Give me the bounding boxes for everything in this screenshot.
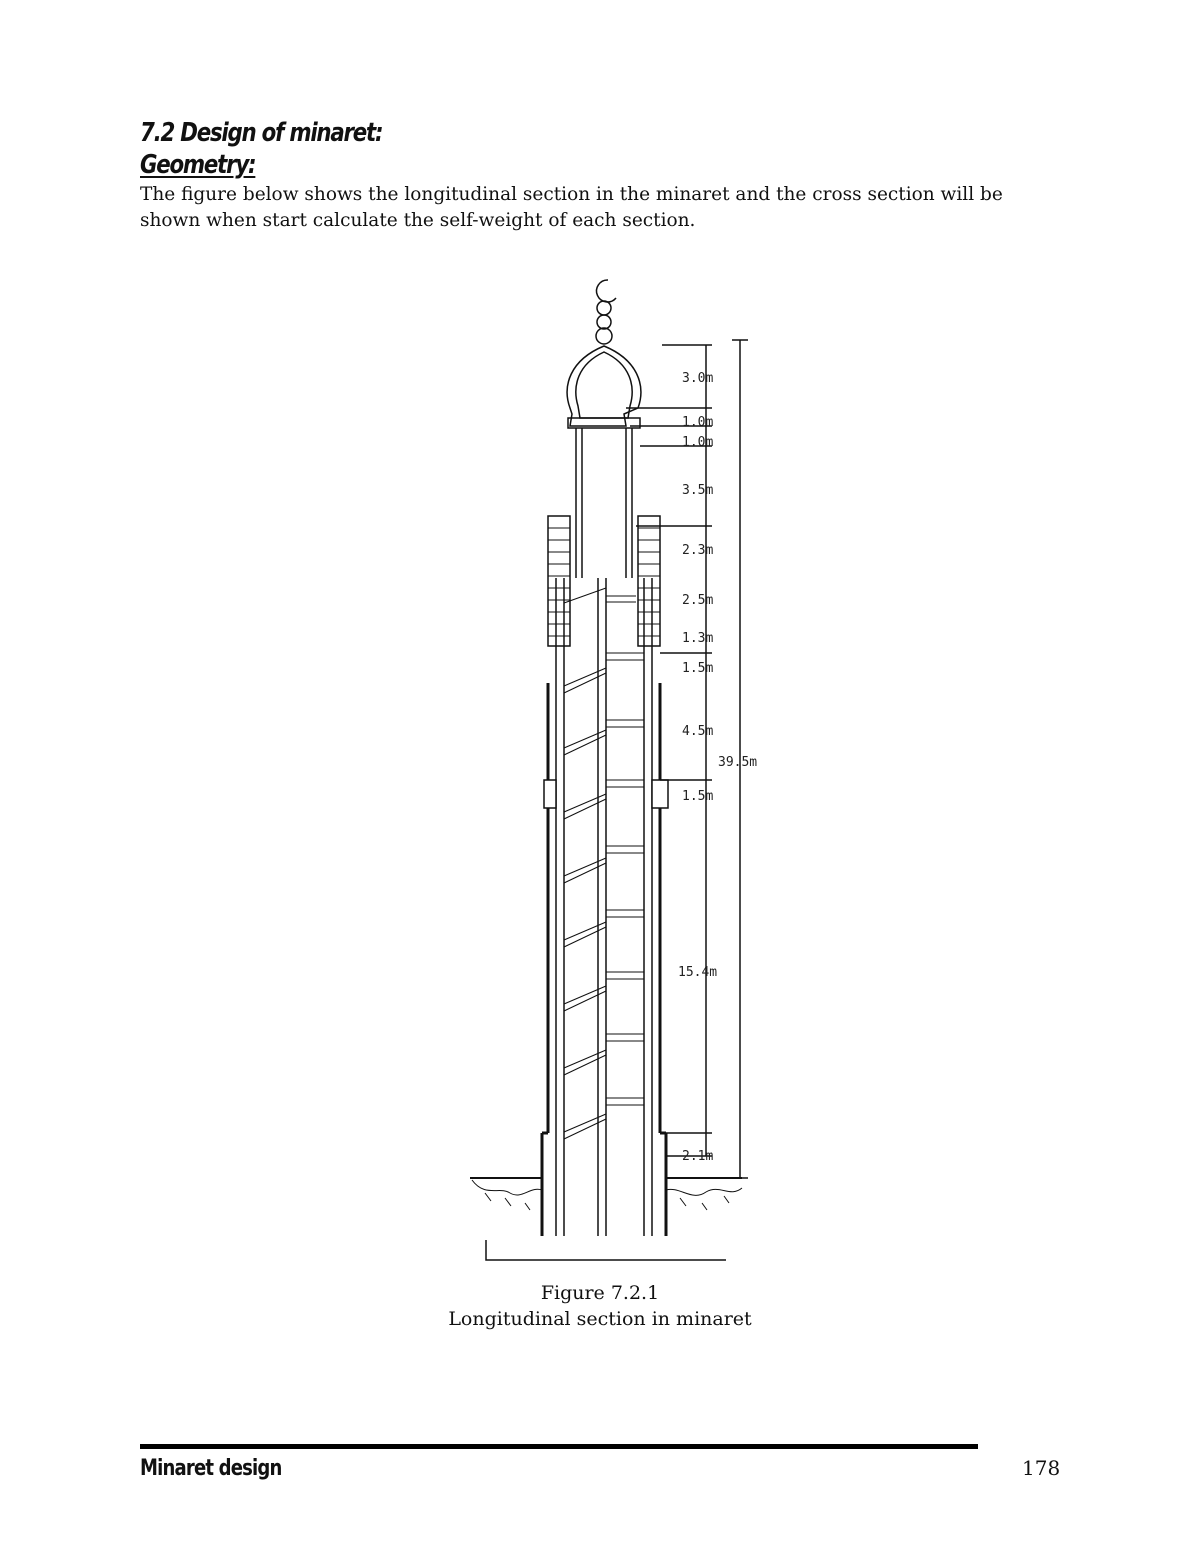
window-opening [652,780,668,808]
dimension-label: 2.1m [682,1149,714,1164]
dimension-label: 1.0m [682,435,714,450]
dimension-label: 1.5m [682,661,714,676]
dimension-label: 15.4m [678,965,718,980]
footer-title: Minaret design [140,1456,282,1481]
balcony-rail-left [548,516,570,646]
window-opening [544,780,556,808]
dimension-label: 4.5m [682,724,714,739]
balcony-rail-right [638,516,660,646]
minaret-section-figure [430,268,800,1268]
dimension-label: 1.5m [682,789,714,804]
figure-number: Figure 7.2.1 [540,1282,660,1304]
figure-caption: Longitudinal section in minaret [448,1308,752,1330]
footer-rule [140,1444,978,1449]
dome-outline [567,346,641,426]
dimension-label: 2.3m [682,543,714,558]
section-title: 7.2 Design of minaret: [140,118,383,148]
dimension-label: 2.5m [682,593,714,608]
finial-ball [597,315,611,329]
dimension-label: 3.5m [682,483,714,498]
total-height-label: 39.5m [718,755,758,770]
page-number: 178 [1022,1456,1061,1480]
crescent-finial [597,280,616,302]
finial-ball [596,328,612,344]
dimension-label: 1.3m [682,631,714,646]
dome-inner [576,352,632,418]
dimension-label: 1.0m [682,415,714,430]
dimension-label: 3.0m [682,371,714,386]
intro-paragraph: The figure below shows the longitudinal section in the minaret and the cross section will be shown when start calculate the self-weight of each section. [140,184,1003,231]
minaret-drawing [430,268,800,1268]
finial-ball [597,301,611,315]
section-subtitle: Geometry: [140,150,256,180]
